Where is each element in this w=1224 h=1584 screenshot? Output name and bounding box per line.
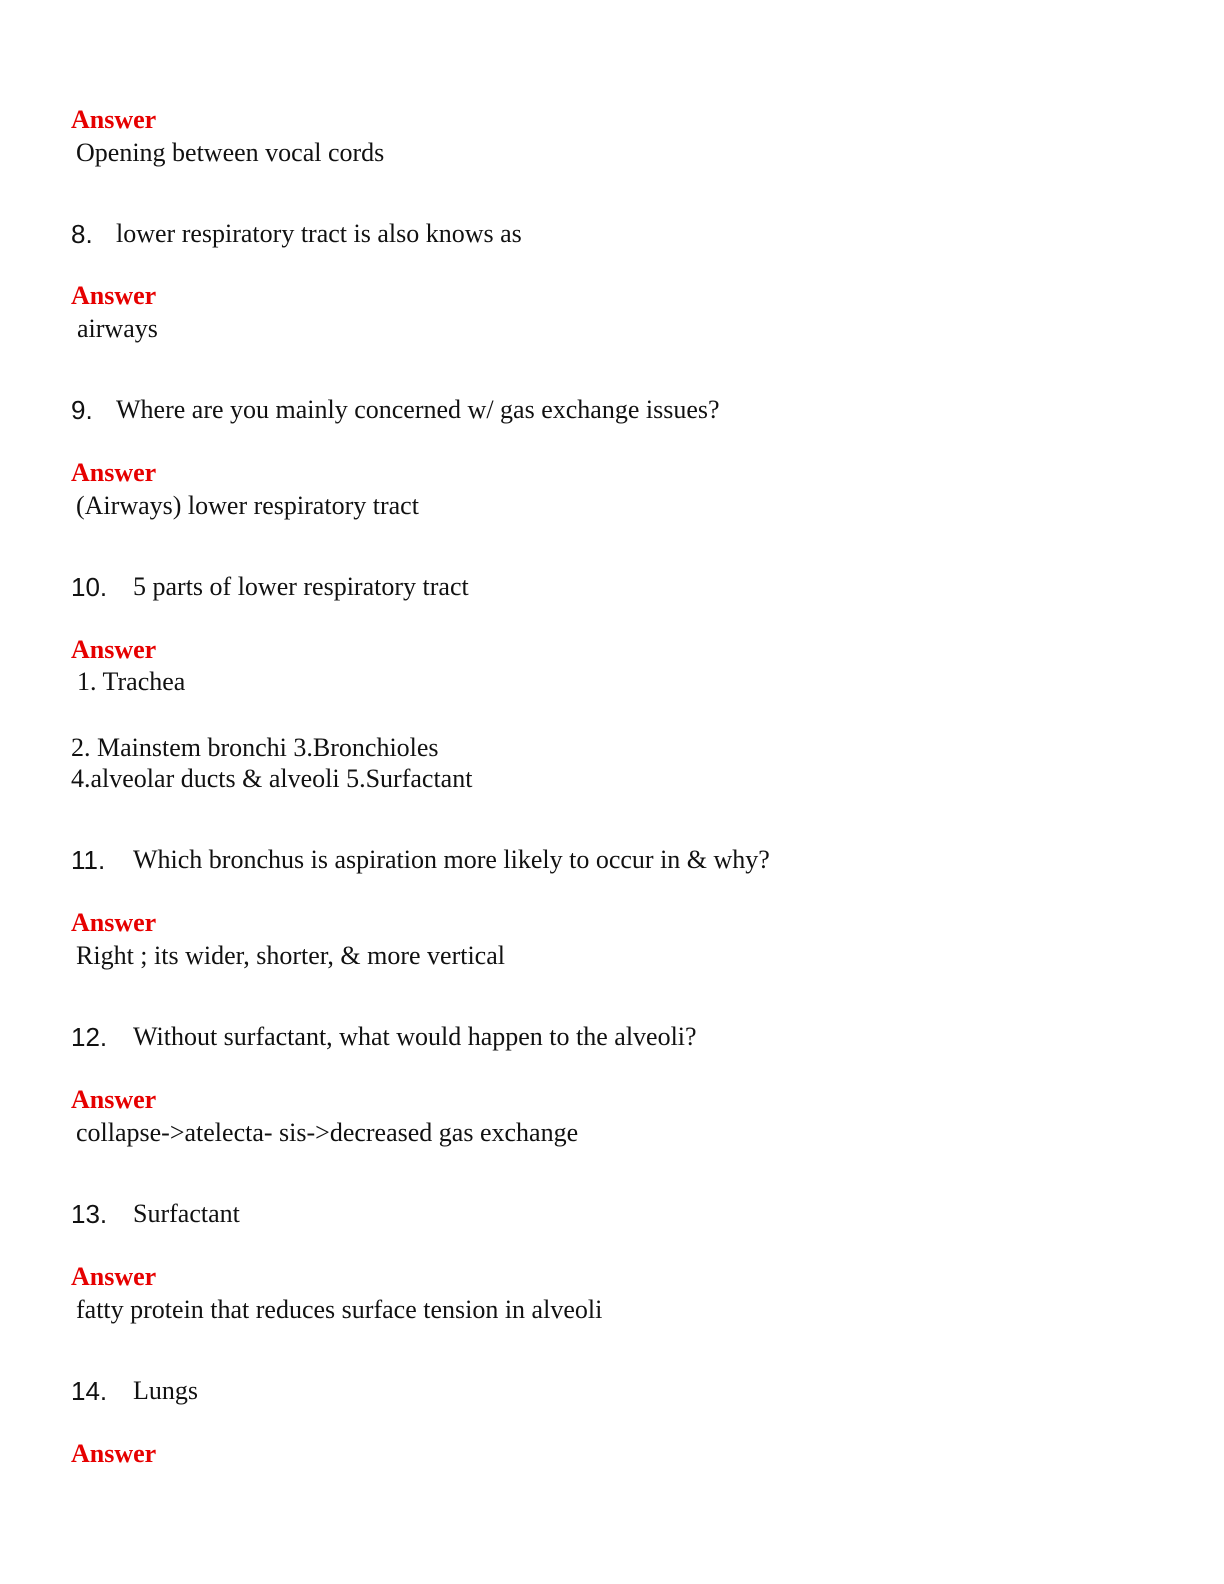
answer-label: Answer (71, 281, 157, 310)
answer-text: 4.alveolar ducts & alveoli 5.Surfactant (71, 764, 473, 793)
question-text: lower respiratory tract is also knows as (116, 219, 522, 248)
question-number: 9. (71, 395, 93, 425)
answer-label: Answer (71, 105, 157, 134)
question-text: Where are you mainly concerned w/ gas exchange issues? (116, 395, 720, 424)
question-number: 12. (71, 1022, 108, 1052)
question-number: 8. (71, 219, 93, 249)
question-text: Surfactant (133, 1199, 240, 1228)
answer-text: 2. Mainstem bronchi 3.Bronchioles (71, 733, 439, 762)
question-number: 10. (71, 572, 108, 602)
question-text: Which bronchus is aspiration more likely to occur in & why? (133, 845, 770, 874)
question-text: Without surfactant, what would happen to the alveoli? (133, 1022, 697, 1051)
answer-text: fatty protein that reduces surface tension in alveoli (76, 1295, 603, 1324)
answer-text: (Airways) lower respiratory tract (76, 491, 419, 520)
answer-text: airways (77, 314, 158, 343)
question-number: 14. (71, 1376, 108, 1406)
question-text: 5 parts of lower respiratory tract (133, 572, 469, 601)
question-number: 11. (71, 845, 106, 875)
question-text: Lungs (133, 1376, 198, 1405)
answer-label: Answer (71, 1262, 157, 1291)
answer-label: Answer (71, 908, 157, 937)
answer-label: Answer (71, 458, 157, 487)
answer-text: collapse->atelecta- sis->decreased gas exchange (76, 1118, 579, 1147)
answer-text: 1. Trachea (77, 667, 186, 696)
answer-label: Answer (71, 1439, 157, 1468)
answer-label: Answer (71, 1085, 157, 1114)
question-number: 13. (71, 1199, 108, 1229)
answer-text: Right ; its wider, shorter, & more vertical (76, 941, 505, 970)
answer-label: Answer (71, 635, 157, 664)
answer-text: Opening between vocal cords (76, 138, 385, 167)
